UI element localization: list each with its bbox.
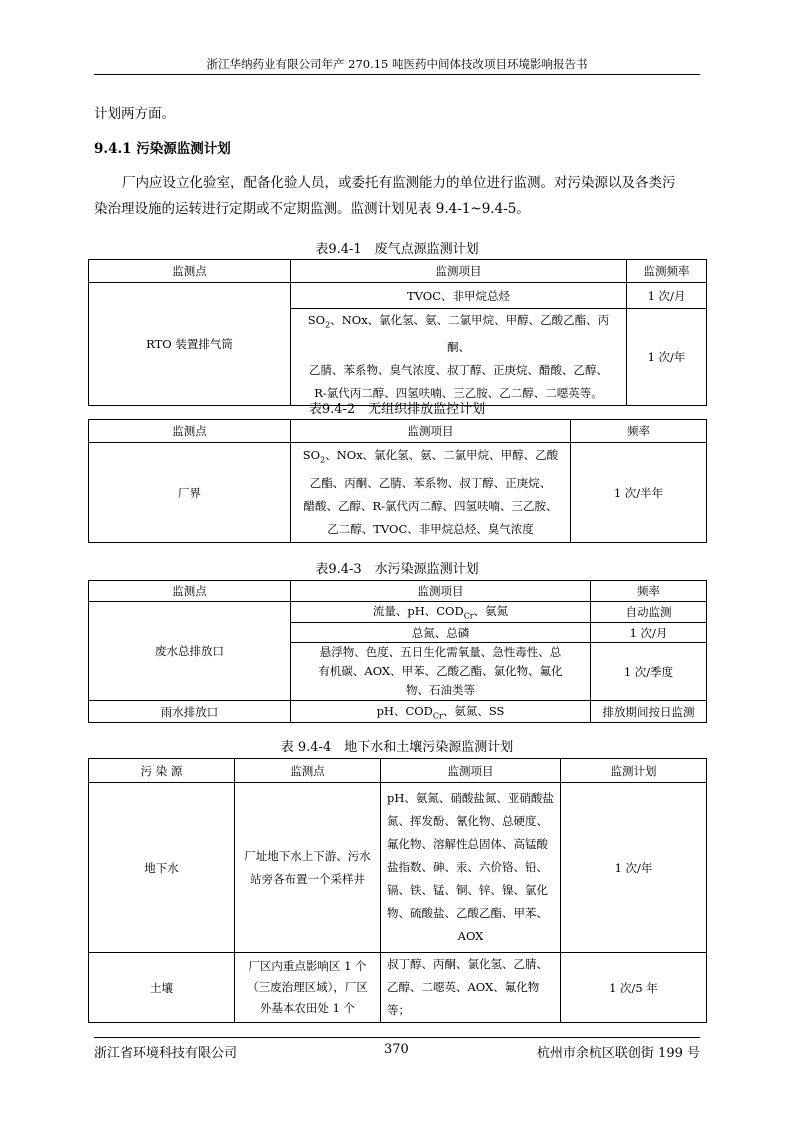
table1-header: 监测项目: [291, 260, 627, 283]
table3: [88, 580, 707, 723]
table2-items: $SO_2$、NOx、氯化氢、氨、二氯甲烷、甲醇、乙酸 乙酯、丙酮、乙腈、苯系物、叔丁醇、正庚烷、 醋酸、乙醇、R-氯代丙二醇、四氢呋喃、三乙胺、 乙二醇、TVOC、非甲烷总烃、臭气浓度: [291, 443, 571, 543]
table4-source: 土壤: [89, 953, 235, 1023]
footer-address: 杭州市余杭区联创街 199 号: [536, 1046, 700, 1061]
table3-items: 悬浮物、色度、五日生化需氧量、急性毒性、总 有机碳、AOX、甲苯、乙酸乙酯、氯化物、氟化 物、石油类等: [291, 643, 591, 701]
table4-header: 监测计划: [561, 759, 707, 783]
table4-point: 厂区内重点影响区 1 个 （三废治理区域），厂区 外基本农田处 1 个: [235, 953, 381, 1023]
table2-freq: 1 次/半年: [571, 443, 707, 543]
table2-point: 厂界: [89, 443, 291, 543]
table3-items: 总氮、总磷: [291, 623, 591, 643]
table4-plan: 1 次/年: [561, 783, 707, 953]
table1-caption: 表9.4-1 废气点源监测计划: [315, 242, 479, 257]
table4-caption: 表 9.4-4 地下水和土壤污染源监测计划: [280, 740, 514, 755]
table4-header: 污 染 源: [89, 759, 235, 783]
page-number: 370: [384, 1042, 409, 1057]
table3-freq: 1 次/季度: [591, 643, 707, 701]
table1: [88, 259, 707, 406]
table1-header: 监测频率: [627, 260, 707, 283]
footer-company: 浙江省环境科技有限公司: [94, 1046, 238, 1061]
table2: [88, 419, 707, 543]
table4-items: 叔丁醇、丙酮、氯化氢、乙腈、 乙醇、二噁英、AOX、氟化物等；: [381, 953, 561, 1023]
table4-header: 监测项目: [381, 759, 561, 783]
table4-source: 地下水: [89, 783, 235, 953]
table3-items: 流量、pH、$COD_{Cr}$、氨氮: [291, 602, 591, 623]
table4: [88, 758, 707, 1023]
table3-freq: 自动监测: [591, 602, 707, 623]
table4-items: pH、氨氮、硝酸盐氮、亚硝酸盐 氮、挥发酚、氰化物、总硬度、 氟化物、溶解性总固体、高锰酸 盐指数、砷、汞、六价铬、铅、 镉、铁、锰、铜、锌、镍、氯化 物、硫酸盐、乙酸乙酯、甲苯、 AOX: [381, 783, 561, 953]
table3-point: 雨水排放口: [89, 701, 291, 723]
table1-point: RTO 装置排气筒: [89, 283, 291, 406]
para-line-2: 染治理设施的运转进行定期或不定期监测。监测计划见表 9.4-1~9.4-5。: [94, 201, 530, 217]
table3-point: 废水总排放口: [89, 602, 291, 701]
table1-items: TVOC、非甲烷总烃: [291, 283, 627, 309]
table1-items: $SO_2$、NOx、氯化氢、氨、二氯甲烷、甲醇、乙酸乙酯、丙酮、 乙腈、苯系物、臭气浓度、叔丁醇、正庚烷、醋酸、乙醇、 R-氯代丙二醇、四氢呋喃、三乙胺、乙二醇、二噁英等。: [291, 309, 627, 406]
table3-header: 频率: [591, 581, 707, 602]
table3-header: 监测项目: [291, 581, 591, 602]
header-rule: [94, 74, 700, 75]
table3-freq: 1 次/月: [591, 623, 707, 643]
table1-freq: 1 次/月: [627, 283, 707, 309]
table3-freq: 排放期间按日监测: [591, 701, 707, 723]
table1-header: 监测点: [89, 260, 291, 283]
table4-point: 厂址地下水上下游、污水 站旁各布置一个采样井: [235, 783, 381, 953]
footer-rule: [94, 1037, 700, 1038]
para-line-1: 厂内应设立化验室，配备化验人员，或委托有监测能力的单位进行监测。对污染源以及各类污: [122, 175, 676, 191]
page-header: 浙江华纳药业有限公司年产 270.15 吨医药中间体技改项目环境影响报告书: [206, 57, 588, 71]
body-paragraph: [94, 170, 700, 222]
table3-caption: 表9.4-3 水污染源监测计划: [315, 562, 479, 577]
table4-plan: 1 次/5 年: [561, 953, 707, 1023]
table4-header: 监测点: [235, 759, 381, 783]
table1-freq: 1 次/年: [627, 309, 707, 406]
table2-header: 频率: [571, 420, 707, 443]
section-heading: 9.4.1 污染源监测计划: [94, 141, 231, 157]
table2-caption: 表9.4-2 无组织排放监控计划: [308, 402, 486, 417]
table3-header: 监测点: [89, 581, 291, 602]
intro-tail: 计划两方面。: [94, 106, 175, 122]
table2-header: 监测项目: [291, 420, 571, 443]
table2-header: 监测点: [89, 420, 291, 443]
table3-items: pH、$COD_{Cr}$、氨氮、SS: [291, 701, 591, 723]
